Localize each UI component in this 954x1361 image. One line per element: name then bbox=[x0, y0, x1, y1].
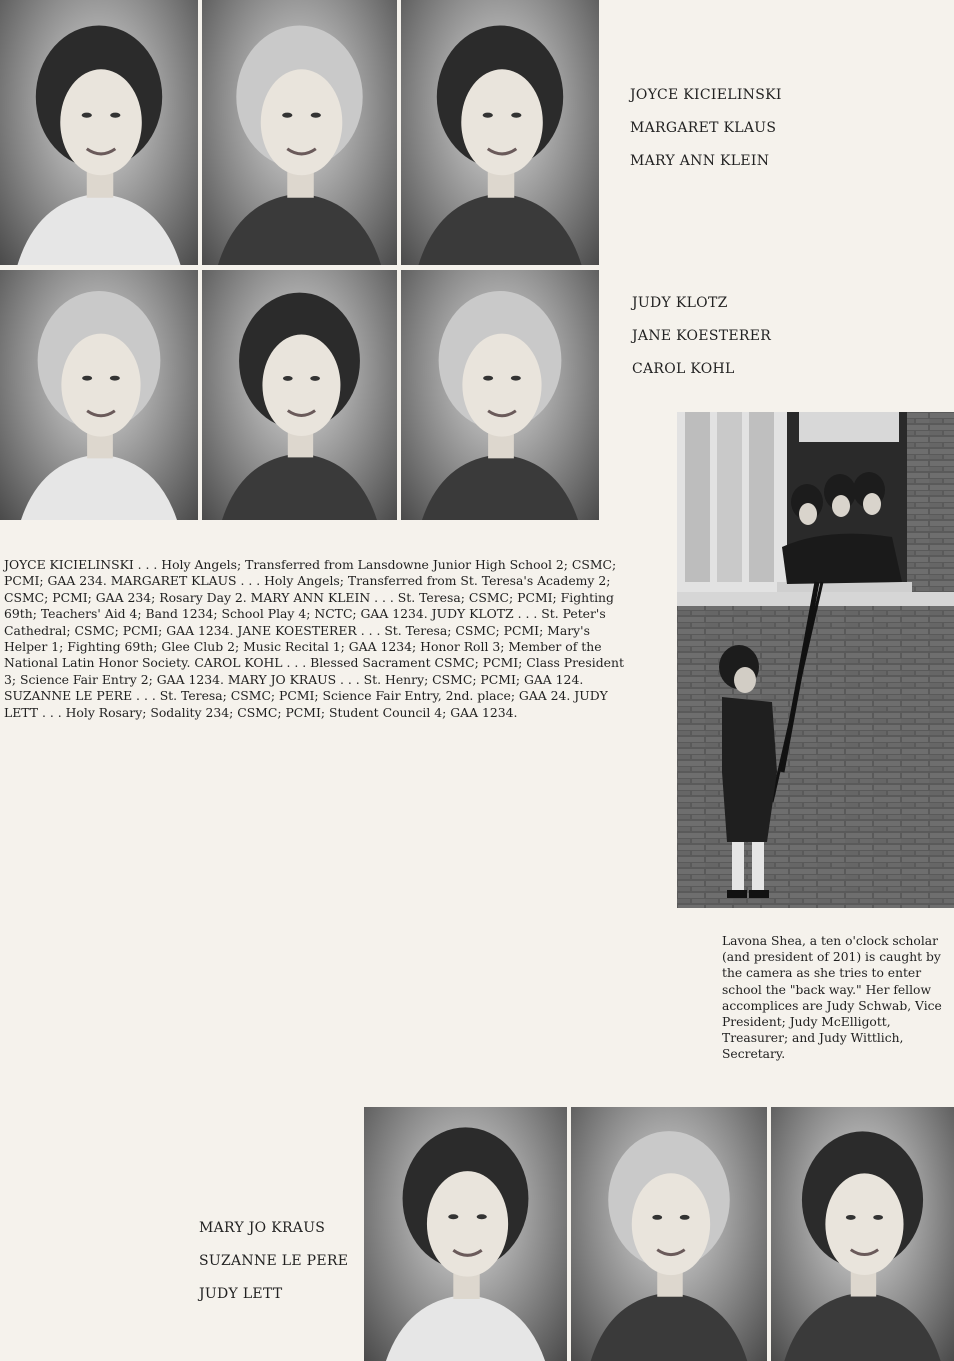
name-label: JANE KOESTERER bbox=[632, 328, 772, 344]
name-label: MARGARET KLAUS bbox=[630, 120, 777, 136]
name-list-row-1 bbox=[630, 79, 782, 178]
name-label: JUDY LETT bbox=[199, 1286, 283, 1302]
portrait-judy-lett bbox=[771, 1107, 954, 1361]
name-label: MARY ANN KLEIN bbox=[630, 153, 770, 169]
candid-photo-window bbox=[677, 412, 954, 908]
name-list-bottom bbox=[199, 1212, 348, 1311]
portrait-judy-klotz bbox=[0, 270, 198, 520]
portrait-joyce-kicielinski bbox=[0, 0, 198, 265]
student-biographies: JOYCE KICIELINSKI . . . Holy Angels; Transferred from Lansdowne Junior High School 2; CSMC; PCMI; GAA 234. MARGARET KLAUS . . . Holy Angels; Transferred from St. Teresa's Academy 2; CSMC; PCMI; GAA 234; Rosary Day 2. MARY ANN KLEIN . . . St. Teresa; CSMC; PCMI; Fighting 69th; Teachers' Aid 4; Band 1234; School Play 4; NCTC; GAA 1234. JUDY KLOTZ . . . St. Peter's Cathedral; CSMC; PCMI; GAA 1234. JANE KOESTERER . . . St. Teresa; CSMC; PCMI; Mary's Helper 1; Fighting 69th; Glee Club 2; Music Recital 1; GAA 1234; Honor Roll 3; Member of the National Latin Honor Society. CAROL KOHL . . . Blessed Sacrament CSMC; PCMI; Class President 3; Science Fair Entry 2; GAA 1234. MARY JO KRAUS . . . St. Henry; CSMC; PCMI; GAA 124. SUZANNE LE PERE . . . St. Teresa; CSMC; PCMI; Science Fair Entry, 2nd. place; GAA 24. JUDY LETT . . . Holy Rosary; Sodality 234; CSMC; PCMI; Student Council 4; GAA 1234. bbox=[4, 557, 624, 720]
name-label: JUDY KLOTZ bbox=[632, 295, 728, 311]
name-label: CAROL KOHL bbox=[632, 361, 735, 377]
portrait-margaret-klaus bbox=[202, 0, 397, 265]
portrait-carol-kohl bbox=[401, 270, 599, 520]
name-label: SUZANNE LE PERE bbox=[199, 1253, 349, 1269]
portrait-mary-ann-klein bbox=[401, 0, 599, 265]
name-label: MARY JO KRAUS bbox=[199, 1220, 326, 1236]
portrait-suzanne-le-pere bbox=[571, 1107, 767, 1361]
name-label: JOYCE KICIELINSKI bbox=[630, 87, 782, 103]
photo-caption: Lavona Shea, a ten o'clock scholar (and president of 201) is caught by the camera as she tries to enter school the "back way." Her fellow accomplices are Judy Schwab, Vice President; Judy McElligott, Treasurer; and Judy Wittlich, Secretary. bbox=[722, 934, 942, 1062]
portrait-mary-jo-kraus bbox=[364, 1107, 567, 1361]
name-list-row-2 bbox=[632, 287, 771, 386]
portrait-jane-koesterer bbox=[202, 270, 397, 520]
